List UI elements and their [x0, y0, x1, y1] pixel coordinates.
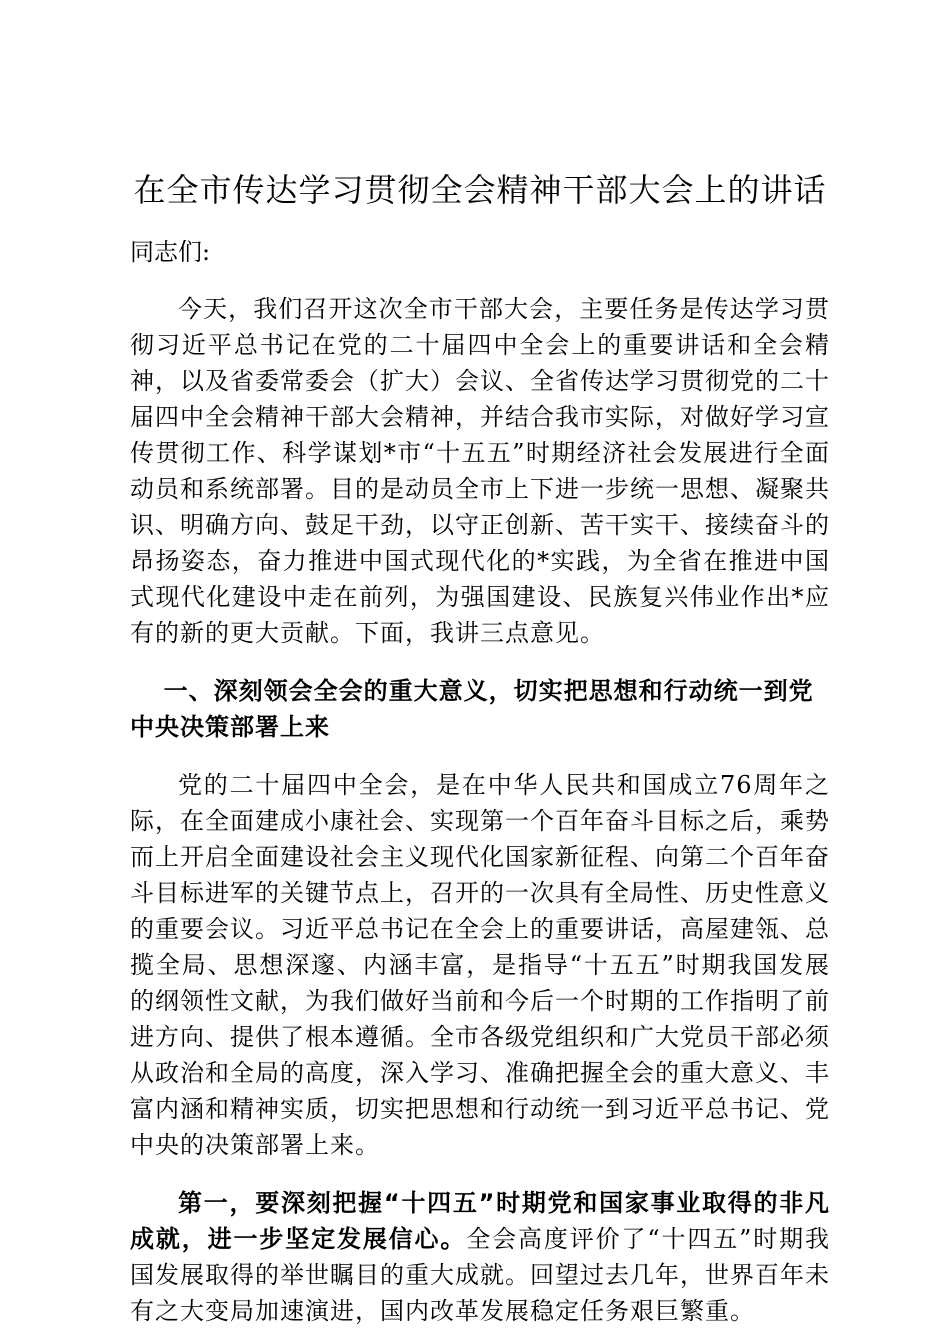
section-heading-1: 一、深刻领会全会的重大意义，切实把思想和行动统一到党中央决策部署上来	[130, 677, 814, 741]
point-1-lead: 第一，要深刻把握“十四五”时期党和国家事业取得的非凡成就，进一步坚定发展信心。	[130, 1189, 830, 1253]
point-1-paragraph	[130, 1185, 830, 1329]
point-1-text: 全会高度评价了“十四五”时期我国发展取得的举世瞩目的重大成就。回望过去几年，世界百年未有之大变局加速演进，国内改革发展稳定任务艰巨繁重。	[130, 1225, 830, 1325]
document-page	[130, 168, 830, 1329]
intro-paragraph: 今天，我们召开这次全市干部大会，主要任务是传达学习贯彻习近平总书记在党的二十届四中全会上的重要讲话和全会精神，以及省委常委会（扩大）会议、全省传达学习贯彻党的二十届四中全会精神干部大会精神，并结合我市实际，对做好学习宣传贯彻工作、科学谋划*市“十五五”时期经济社会发展进行全面动员和系统部署。目的是动员全市上下进一步统一思想、凝聚共识、明确方向、鼓足干劲，以守正创新、苦干实干、接续奋斗的昂扬姿态，奋力推进中国式现代化的*实践，为全省在推进中国式现代化建设中走在前列，为强国建设、民族复兴伟业作出*应有的新的更大贡献。下面，我讲三点意见。	[130, 295, 830, 647]
document-title: 在全市传达学习贯彻全会精神干部大会上的讲话	[133, 171, 827, 209]
section-1-paragraph: 党的二十届四中全会，是在中华人民共和国成立76周年之际，在全面建成小康社会、实现第一个百年奋斗目标之后，乘势而上开启全面建设社会主义现代化国家新征程、向第二个百年奋斗目标进军的关键节点上，召开的一次具有全局性、历史性意义的重要会议。习近平总书记在全会上的重要讲话，高屋建瓴、总揽全局、思想深邃、内涵丰富，是指导“十五五”时期我国发展的纲领性文献，为我们做好当前和今后一个时期的工作指明了前进方向、提供了根本遵循。全市各级党组织和广大党员干部必须从政治和全局的高度，深入学习、准确把握全会的重大意义、丰富内涵和精神实质，切实把思想和行动统一到习近平总书记、党中央的决策部署上来。	[130, 771, 830, 1159]
salutation: 同志们:	[130, 238, 211, 266]
